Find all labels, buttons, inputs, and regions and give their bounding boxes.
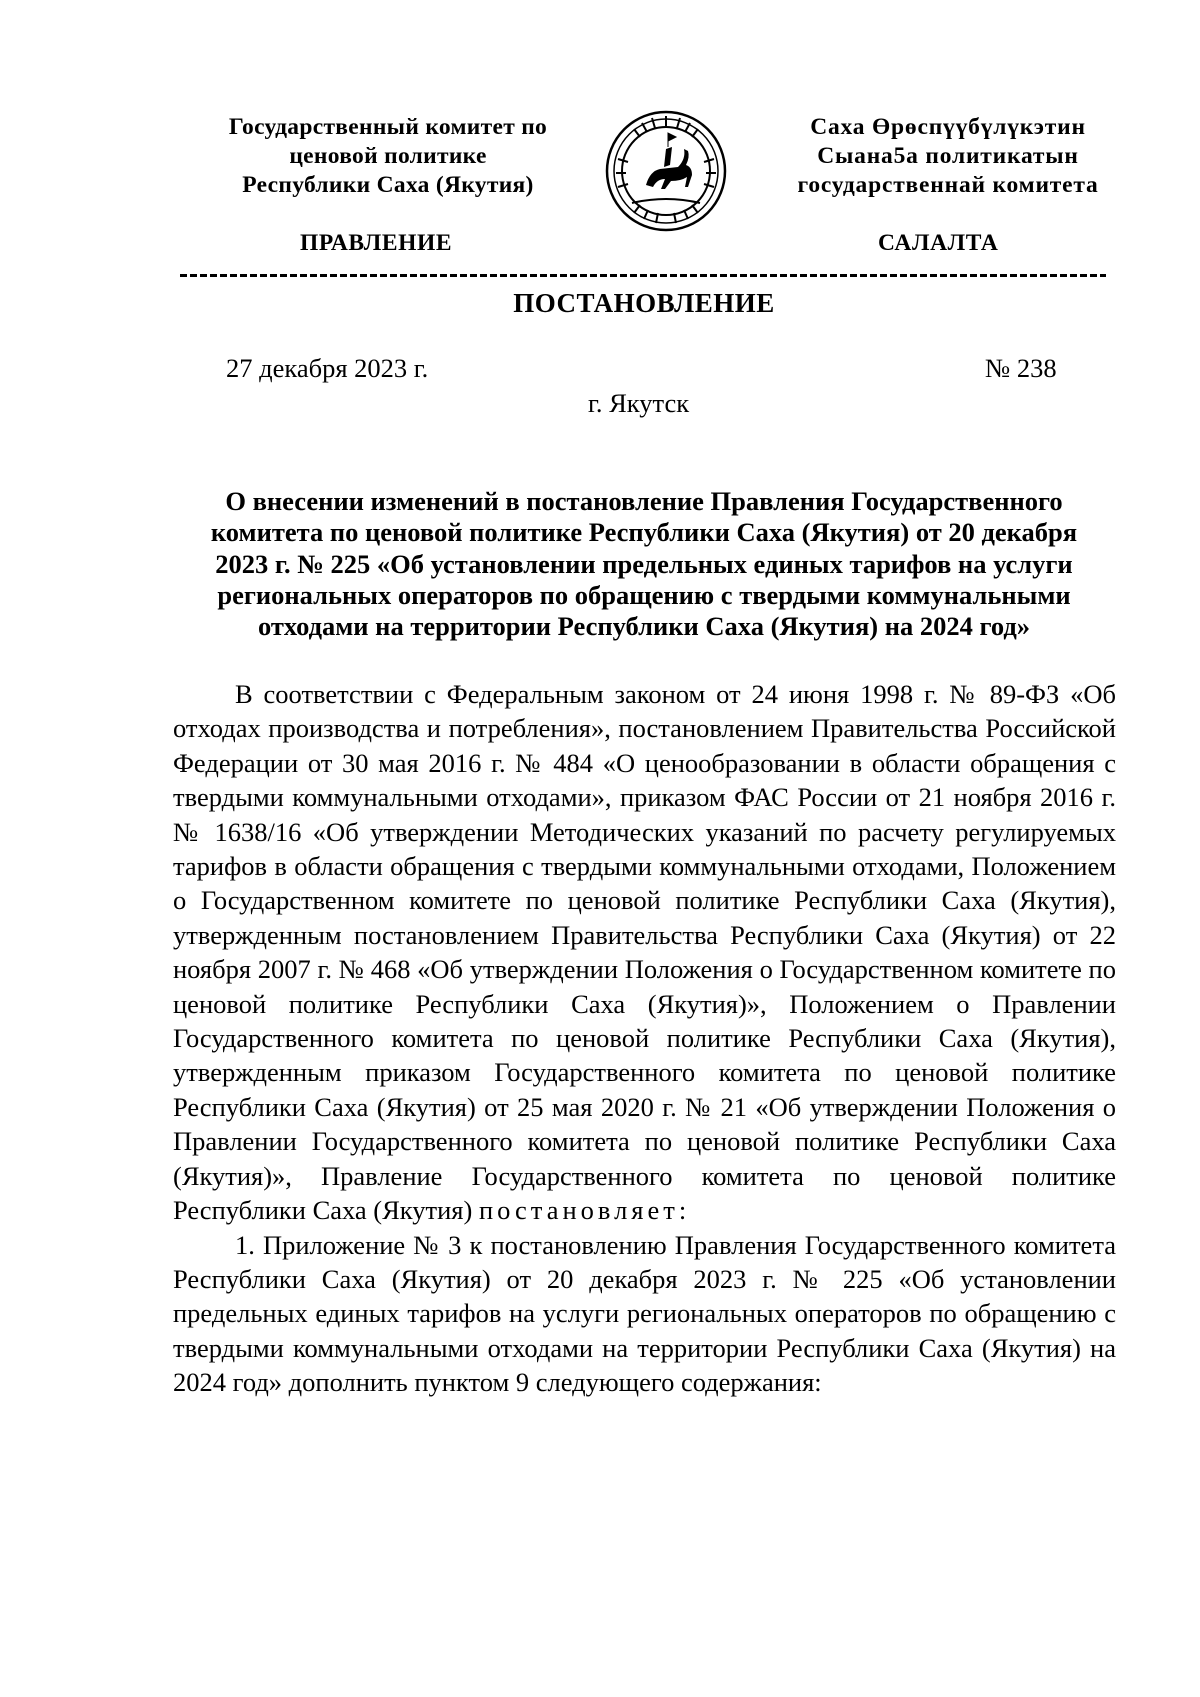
subject-line: отходами на территории Республики Саха (Якутия) на 2024 год» [257, 611, 1031, 642]
header-right-org-name [738, 113, 1158, 200]
preamble-text: В соответствии с Федеральным законом от 24 июня 1998 г. № 89-ФЗ «Об отходах производства и потребления», постановлением Правительства Российской Федерации от 30 мая 2016 г. № 484 «О ценообразовании в области обращения с твердыми коммунальными отходами», приказом ФАС России от 21 ноября 2016 г. № 1638/16 «Об утверждении Методических указаний по расчету регулируемых тарифов в области обращения с твердыми коммунальными отходами, Положением о Государственном комитете по ценовой политике Республики Саха (Якутия), утвержденным постановлением Правительства Республики Саха (Якутия) от 22 ноября 2007 г. № 468 «Об утверждении Положения о Государственном комитете по ценовой политике Республики Саха (Якутия)», Положением о Правлении Государственного комитета по ценовой политике Республики Саха (Якутия), утвержденным приказом Государственного комитета по ценовой политике Республики Саха (Якутия) от 25 мая 2020 г. № 21 «Об утверждении Положения о Правлении Государственного комитета по ценовой политике Республики Саха (Якутия)», Правление Государственного комитета по ценовой политике Республики Саха (Якутия) [173, 679, 1116, 1226]
item-1-paragraph: 1. Приложение № 3 к постановлению Правления Государственного комитета Республики Саха (Якутия) от 20 декабря 2023 г. № 225 «Об установлении предельных единых тарифов на услуги региональных операторов по обращению с твердыми коммунальными отходами на территории Республики Саха (Якутия) на 2024 год» дополнить пунктом 9 следующего содержания: [173, 1229, 1116, 1398]
preamble-paragraph [173, 677, 1116, 1228]
document-body [173, 677, 1116, 1400]
header-left-org-name [178, 113, 598, 200]
header-right-line: Сыана5а политикатын [817, 143, 1079, 169]
header-divider [180, 274, 1106, 277]
document-date: 27 декабря 2023 г. [226, 353, 429, 383]
board-label-russian: ПРАВЛЕНИЕ [300, 230, 453, 256]
document-city: г. Якутск [588, 388, 690, 418]
header-left-line: Государственный комитет по [228, 114, 548, 140]
document-subject [172, 486, 1116, 642]
header-right-line: государственнай комитета [797, 172, 1099, 198]
subject-line: 2023 г. № 225 «Об установлении предельных единых тарифов на услуги [215, 548, 1073, 579]
subject-line: О внесении изменений в постановление Правления Государственного [225, 486, 1063, 516]
document-type-title: ПОСТАНОВЛЕНИЕ [513, 288, 775, 318]
document-number: № 238 [985, 353, 1057, 383]
header-left-line: ценовой политике [289, 143, 487, 169]
subject-line: комитета по ценовой политике Республики Саха (Якутия) от 20 декабря [210, 517, 1078, 548]
subject-line: региональных операторов по обращению с твердыми коммунальными [217, 579, 1071, 610]
header-left-line: Республики Саха (Якутия) [242, 172, 534, 198]
resolves-word: постановляет: [478, 1195, 691, 1226]
header-right-line: Саха Өрөспүүбүлүкэтин [810, 114, 1086, 140]
coat-of-arms-emblem-icon [604, 107, 728, 235]
board-label-yakut: САЛАЛТА [878, 230, 999, 256]
